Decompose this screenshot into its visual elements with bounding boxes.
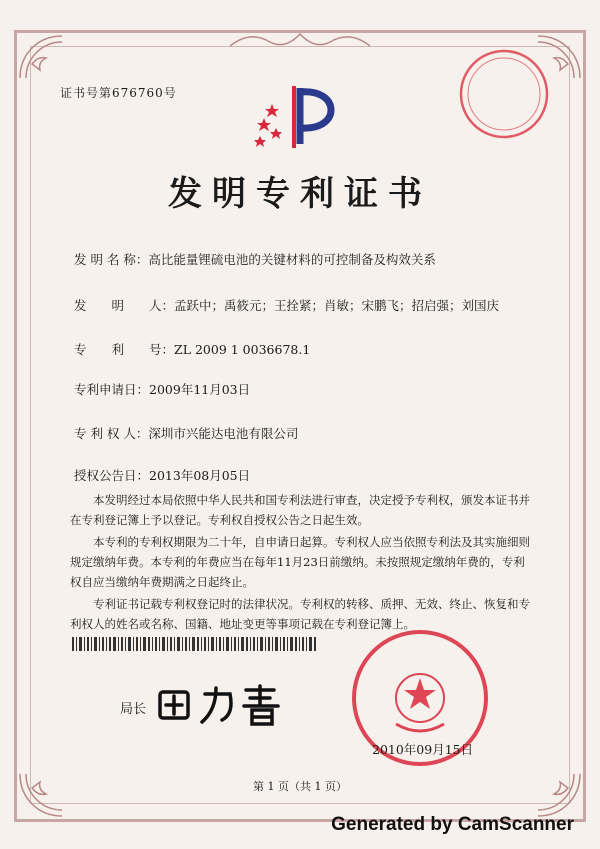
invention-name-row	[74, 250, 436, 268]
certificate-number: 证书号第676760号	[60, 86, 177, 100]
patentee-label: 专 利 权 人：	[74, 426, 149, 441]
issue-date: 2010年09月15日	[372, 742, 474, 757]
barcode	[72, 636, 316, 650]
top-center-ornament	[220, 28, 380, 54]
inventor-label: 发 明 人：	[74, 298, 175, 313]
patentee-row	[74, 424, 298, 442]
invention-name-label: 发 明 名 称：	[74, 252, 149, 267]
page-number-note: 第 1 页（共 1 页）	[253, 780, 347, 793]
invention-name-value: 高比能量锂硫电池的关键材料的可控制备及构效关系	[148, 252, 436, 267]
director-signature	[150, 680, 300, 728]
filing-date-label: 专利申请日：	[74, 382, 150, 397]
director-label: 局长	[120, 702, 147, 717]
certificate-title: 发明专利证书	[168, 174, 432, 214]
corner-ornament-top-left	[18, 34, 64, 80]
patent-office-logo-icon	[250, 78, 350, 154]
tax-stamp-seal	[458, 48, 550, 140]
grant-date-value: 2013年08月05日	[149, 468, 251, 483]
inventor-value: 孟跃中；禹筱元；王拴紧；肖敏；宋鹏飞；招启强；刘国庆	[174, 298, 500, 313]
grant-date-row	[74, 466, 250, 484]
filing-date-row	[74, 380, 250, 398]
body-paragraph-1: 本发明经过本局依照中华人民共和国专利法进行审查，决定授予专利权，颁发本证书并在专利登记簿上予以登记。专利权自授权公告之日起生效。	[70, 493, 530, 527]
patent-number-value: ZL 2009 1 0036678.1	[174, 342, 311, 357]
grant-date-label: 授权公告日：	[74, 468, 150, 483]
patent-number-label: 专 利 号：	[74, 342, 175, 357]
filing-date-value: 2009年11月03日	[149, 382, 251, 397]
patent-number-row	[74, 340, 310, 358]
body-paragraph-2: 本专利的专利权期限为二十年，自申请日起算。专利权人应当依照专利法及其实施细则规定缴纳年费。本专利的年费应当在每年11月23日前缴纳。未按照规定缴纳年费的，专利权自应当缴纳年费期满之日起终止。	[70, 535, 530, 589]
body-paragraph-3: 专利证书记载专利权登记时的法律状况。专利权的转移、质押、无效、终止、恢复和专利权人的姓名或名称、国籍、地址变更等事项记载在专利登记簿上。	[70, 597, 530, 631]
certificate-body	[70, 490, 532, 636]
patentee-value: 深圳市兴能达电池有限公司	[148, 426, 299, 441]
inventor-row	[74, 296, 499, 314]
camscanner-watermark: Generated by CamScanner	[331, 814, 574, 835]
